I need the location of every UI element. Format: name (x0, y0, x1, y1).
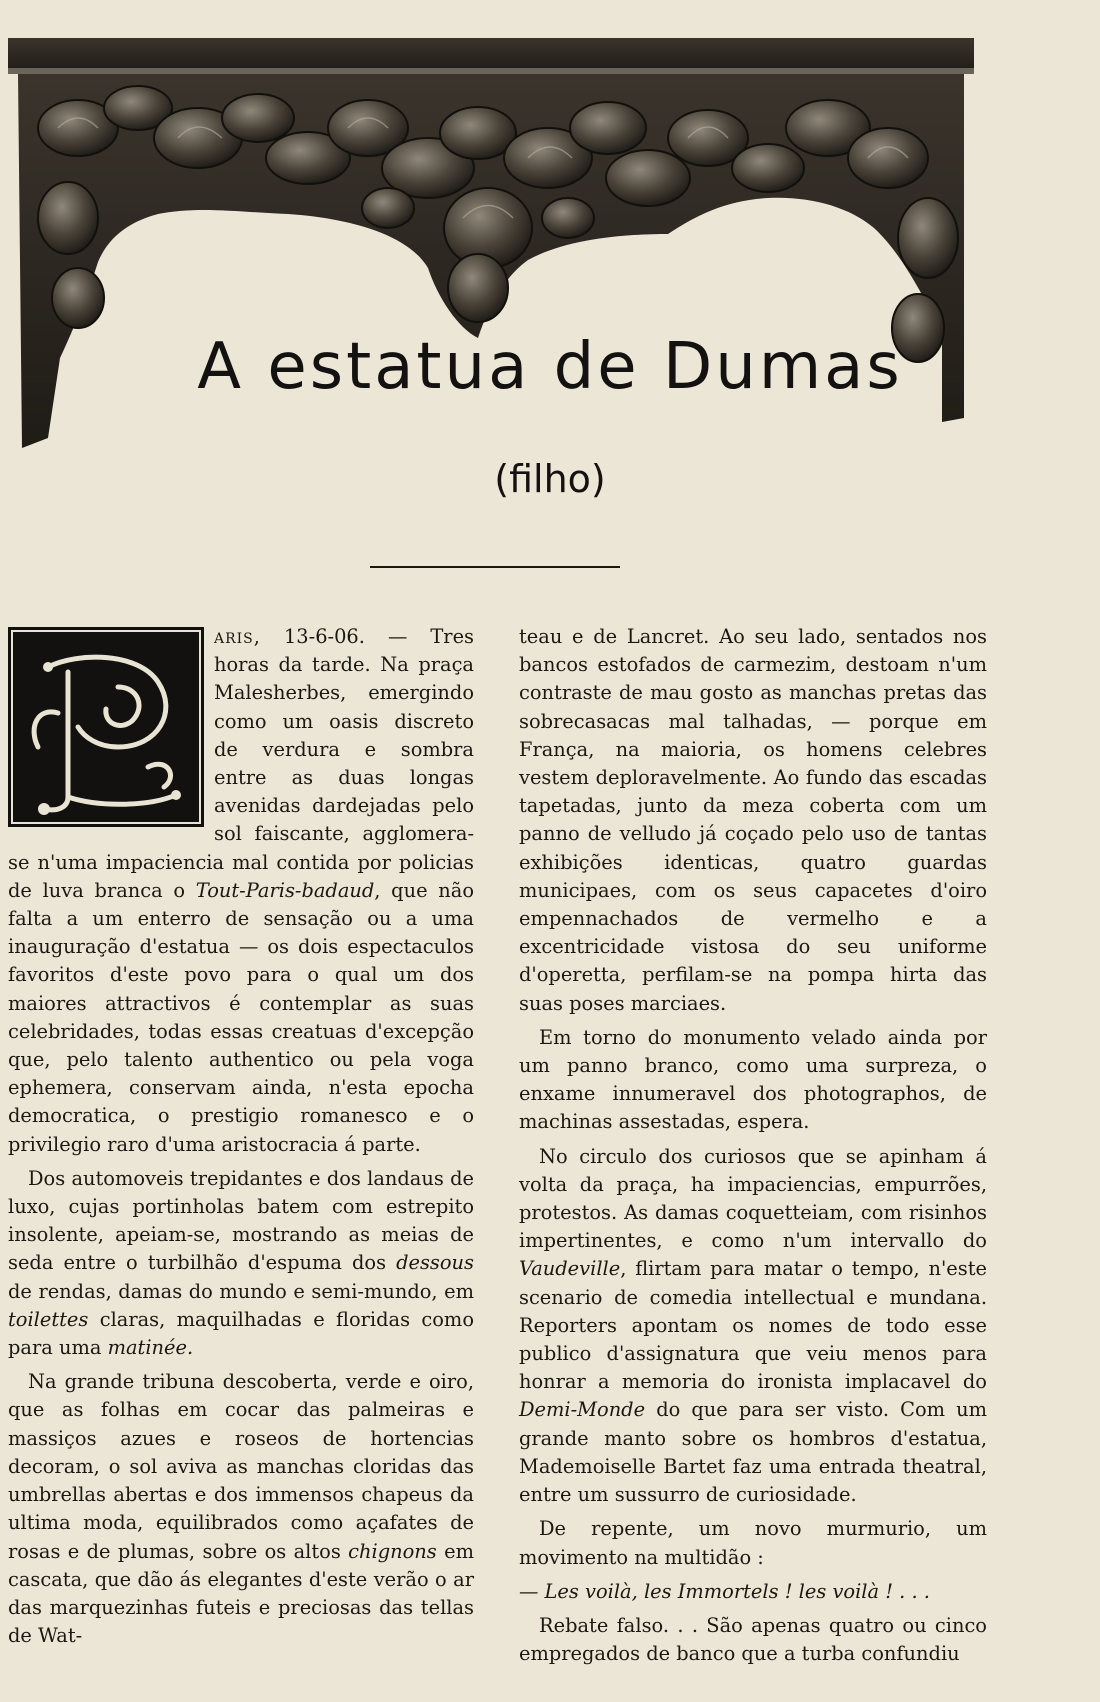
right-column (519, 623, 987, 1668)
quoted-dialogue: — Les voilà, les Immortels ! les voilà ! . . . (519, 1579, 930, 1603)
paragraph: Dos automoveis trepidantes e dos landaus de luxo, cujas portinholas batem com estrepito insolente, apeiam-se, mostrando as meias de seda entre o turbilhão d'espuma dos dessous de rendas, damas do mundo e semi-mundo, em toilettes claras, maquilhadas e floridas como para uma matinée. (8, 1166, 474, 1360)
paragraph: Rebate falso. . . São apenas quatro ou cinco empregados de banco que a turba confundiu (519, 1613, 987, 1666)
ornamental-dropcap (8, 627, 204, 827)
dropcap-continuation: aris, (214, 625, 261, 648)
article-title: A estatua de Dumas (197, 330, 903, 404)
paragraph: aris, 13-6-06. — Tres horas da tarde. Na praça Malesherbes, emergindo como um oasis discreto de verdura e sombra entre as duas longas avenidas dardejadas pelo sol faiscante, agglomera-se n'uma impaciencia mal contida por policias de luva branca o Tout-Paris-badaud, que não falta a um enterro de sensação ou a uma inauguração d'estatua — os dois espectaculos favoritos d'este povo para o qual um dos maiores attractivos é contemplar as suas celebridades, todas essas creatuas d'excepção que, pelo talento authentico ou pela voga ephemera, conservam ainda, n'esta epocha democratica, o prestigio romanesco e o privilegio raro d'uma aristocracia á parte. (8, 625, 474, 1156)
paragraph: teau e de Lancret. Ao seu lado, sentados nos bancos estofados de carmezim, destoam n'um contraste de mau gosto as manchas pretas das sobrecasacas mal talhadas, — porque em França, na maioria, os homens celebres vestem deploravelmente. Ao fundo das escadas tapetadas, junto da meza coberta com um panno de velludo já coçado pelo uso de tantas exhibições identicas, quatro guardas municipaes, com os seus capacetes d'oiro empennachados de vermelho e a excentricidade vistosa do seu uniforme d'operetta, perfilam-se na pompa hirta das suas poses marciaes. (519, 625, 987, 1015)
paragraph: De repente, um novo murmurio, um movimento na multidão : (519, 1517, 987, 1569)
paragraph: Na grande tribuna descoberta, verde e oiro, que as folhas em cocar das palmeiras e massiços azues e roseos de hortencias decoram, o sol aviva as manchas cloridas das umbrellas abertas e dos immensos chapeus da ultima moda, equilibrados como açafates de rosas e de plumas, sobre os altos chignons em cascata, que dão ás elegantes d'este verão o ar das marquezinhas futeis e preciosas das tellas de Wat- (8, 1370, 474, 1648)
left-column (8, 623, 474, 1650)
paragraph: Em torno do monumento velado ainda por um panno branco, como uma surpreza, o enxame innumeravel dos photographos, de machinas assestadas, espera. (519, 1025, 987, 1134)
article-subtitle: (filho) (494, 457, 606, 501)
paragraph: No circulo dos curiosos que se apinham á volta da praça, ha impaciencias, empurrões, protestos. As damas coquetteiam, com risinhos impertinentes, e como n'um intervallo do Vaudeville, flirtam para matar o tempo, n'este scenario de comedia intellectual e mundana. Reporters apontam os nomes de todo esse publico d'assignatura que veiu menos para honrar a memoria do ironista implacavel do Demi-Monde do que para ser visto. Com um grande manto sobre os hombros d'estatua, Mademoiselle Bartet faz uma entrada theatral, entre um sussurro de curiosidade. (519, 1144, 987, 1507)
title-divider (370, 566, 620, 568)
